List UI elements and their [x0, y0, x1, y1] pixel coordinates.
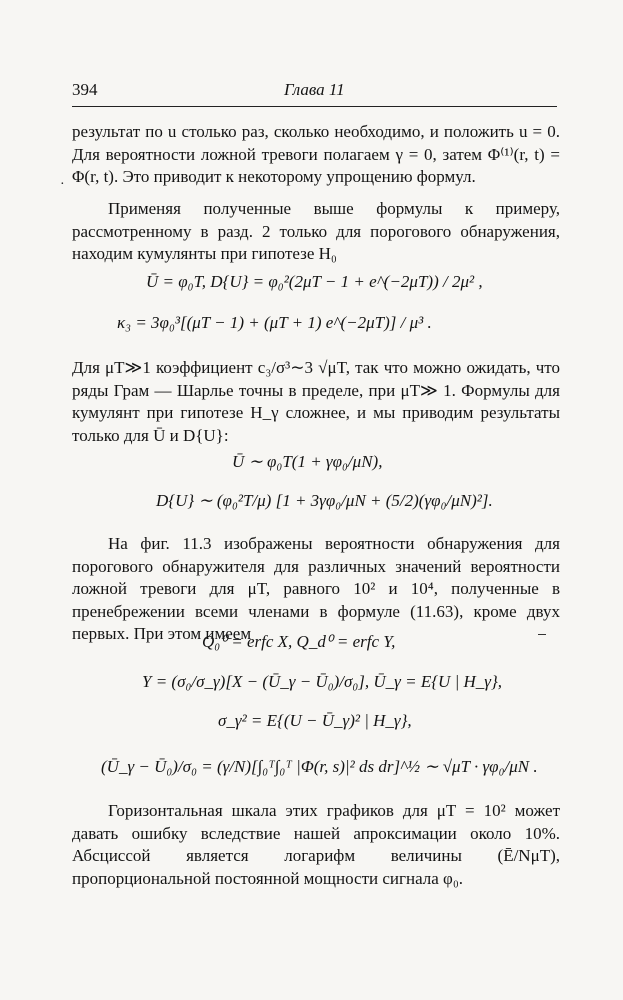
equation-erfc: Q₀⁰ = erfc X, Q_d⁰ = erfc Y, [202, 632, 396, 651]
margin-mark: · [60, 177, 65, 192]
paragraph-5: Горизонтальная шкала этих графиков для μT = 10² может давать ошибку вследствие нашей апроксимации около 10%. Абсциссой является логарифм величины (Ē/NμT), пропорциональной постоянной мощности сигнала φ₀. [72, 801, 560, 888]
header-rule [72, 106, 557, 107]
equation-variance-h0: Ū = φ₀T, D{U} = φ₀²(2μT − 1 + e^(−2μT)) / 2μ² , [146, 272, 483, 291]
margin-dash [538, 634, 546, 635]
equation-y: Y = (σ₀/σ_γ)[X − (Ū_γ − Ū₀)/σ₀], Ū_γ = E{U | H_γ}, [142, 672, 503, 691]
running-head: Глава 11 [284, 80, 345, 99]
paragraph-3: Для μT≫1 коэффициент c₃/σ³∼3 √μT, так что можно ожидать, что ряды Грам — Шарлье точны в пределе, при μT≫ 1. Формулы для кумулянт при гипотезе H_γ сложнее, и мы приводим результаты только для Ū и D{U}: [72, 358, 560, 445]
equation-mean-hgamma: Ū ∼ φ₀T(1 + γφ₀/μN), [232, 452, 383, 471]
paragraph-1: результат по u столько раз, сколько необходимо, и положить u = 0. Для вероятности ложной тревоги полагаем γ = 0, затем Φ⁽¹⁾(r, t) = Φ(r, t). Это приводит к некоторому упрощению формул. [72, 122, 560, 187]
page-header [72, 80, 557, 102]
page-number: 394 [72, 80, 98, 99]
equation-integral: (Ū_γ − Ū₀)/σ₀ = (γ/N)[∫₀ᵀ∫₀ᵀ |Φ(r, s)|² ds dr]^½ ∼ √μT · γφ₀/μN . [101, 757, 538, 776]
paragraph-4: На фиг. 11.3 изображены вероятности обнаружения для порогового обнаружителя для различных значений вероятности ложной тревоги для μT, равного 10² и 10⁴, полученные в пренебрежении всеми членами в формуле (11.63), кромe двух первых. При этом имеем [72, 534, 560, 644]
paragraph-2: Применяя полученные выше формулы к примеру, рассмотренному в разд. 2 только для порогового обнаружения, находим кумулянты при гипотезе H₀ [72, 199, 560, 264]
equation-sigma-gamma: σ_γ² = E{(U − Ū_γ)² | H_γ}, [218, 711, 412, 730]
equation-kappa3: κ₃ = 3φ₀³[(μT − 1) + (μT + 1) e^(−2μT)] / μ³ . [117, 313, 432, 332]
equation-variance-hgamma: D{U} ∼ (φ₀²T/μ) [1 + 3γφ₀/μN + (5/2)(γφ₀/μN)²]. [156, 491, 493, 510]
